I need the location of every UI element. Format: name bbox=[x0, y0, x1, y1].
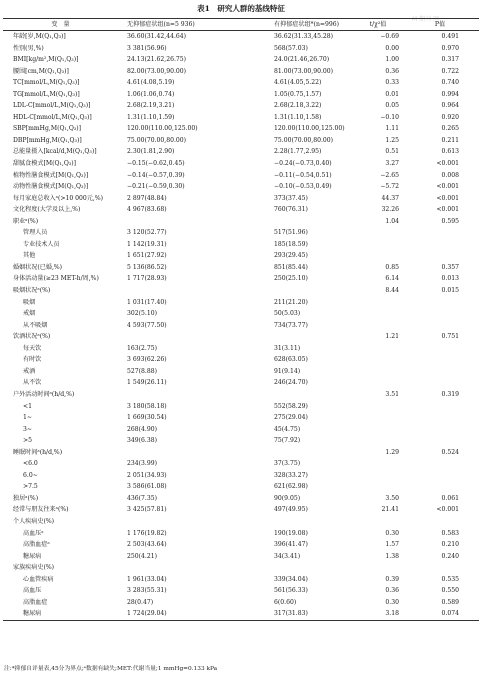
cell-no-depression: −0.21(−0.59,0.30) bbox=[127, 183, 185, 191]
cell-no-depression: 82.00(73.00,90.00) bbox=[127, 67, 187, 75]
cell-statistic: 1.11 bbox=[385, 125, 399, 133]
cell-no-depression: 1 961(33.04) bbox=[127, 575, 167, 583]
cell-no-depression: 1 176(19.82) bbox=[127, 529, 167, 537]
cell-statistic: 0.30 bbox=[385, 598, 399, 606]
cell-statistic: 1.00 bbox=[385, 56, 399, 64]
cell-depression: 211(21.20) bbox=[274, 298, 308, 306]
cell-depression: 317(31.83) bbox=[274, 610, 308, 618]
cell-depression: 568(57.03) bbox=[274, 44, 308, 52]
baseline-table bbox=[3, 18, 479, 621]
cell-depression: 45(4.75) bbox=[274, 425, 301, 433]
table-row bbox=[3, 158, 479, 170]
cell-no-depression: 120.00(110.00,125.00) bbox=[127, 125, 198, 133]
cell-depression: 1.31(1.10,1.58) bbox=[274, 113, 322, 121]
row-label: 饮酒状况ᵃ(%) bbox=[13, 333, 51, 341]
row-label: 身体活动量(≥23 MET-h/周,%) bbox=[13, 275, 99, 283]
table-row bbox=[3, 504, 479, 516]
cell-p-value: 0.240 bbox=[441, 552, 459, 560]
cell-p-value: 0.061 bbox=[441, 494, 459, 502]
cell-depression: 517(51.96) bbox=[274, 229, 308, 237]
cell-p-value: 0.357 bbox=[441, 263, 459, 271]
cell-depression: 185(18.59) bbox=[274, 240, 308, 248]
cell-no-depression: 2 503(43.64) bbox=[127, 541, 167, 549]
cell-p-value: <0.001 bbox=[436, 206, 459, 214]
row-label: 每天饮 bbox=[23, 344, 42, 352]
row-label: TG[mmol/L,M(Q₁,Q₃)] bbox=[13, 90, 80, 98]
cell-statistic: 1.21 bbox=[385, 333, 399, 341]
table-row bbox=[3, 262, 479, 274]
row-label: 从不吸烟 bbox=[23, 321, 48, 329]
cell-no-depression: 1 669(30.54) bbox=[127, 414, 167, 422]
table-row bbox=[3, 331, 479, 343]
cell-depression: 34(3.41) bbox=[274, 552, 301, 560]
cell-statistic: 6.14 bbox=[385, 275, 399, 283]
cell-p-value: 0.535 bbox=[441, 575, 459, 583]
row-label: 其他 bbox=[23, 252, 36, 260]
table-row bbox=[3, 412, 479, 424]
cell-depression: 328(33.27) bbox=[274, 471, 308, 479]
cell-statistic: 44.37 bbox=[381, 194, 399, 202]
cell-statistic: −5.72 bbox=[380, 183, 399, 191]
cell-no-depression: 75.00(70.00,80.00) bbox=[127, 136, 187, 144]
cell-depression: 6(0.60) bbox=[274, 598, 297, 606]
row-label: 文化程度(大学及以上,%) bbox=[13, 206, 81, 214]
table-row bbox=[3, 562, 479, 574]
cell-p-value: 0.722 bbox=[441, 67, 459, 75]
cell-p-value: <0.001 bbox=[436, 160, 459, 168]
table-row bbox=[3, 539, 479, 551]
cell-depression: 190(19.08) bbox=[274, 529, 308, 537]
table-row bbox=[3, 250, 479, 262]
cell-statistic: 3.27 bbox=[385, 160, 399, 168]
table-row bbox=[3, 273, 479, 285]
table-row bbox=[3, 31, 479, 43]
cell-no-depression: 1.06(1.06,0.74) bbox=[127, 90, 175, 98]
row-label: 糖尿病 bbox=[23, 610, 42, 618]
cell-depression: 24.0(21.46,26.70) bbox=[274, 56, 330, 64]
cell-no-depression: 4 967(83.68) bbox=[127, 206, 167, 214]
cell-depression: 628(63.05) bbox=[274, 356, 308, 364]
cell-statistic: 0.05 bbox=[385, 102, 399, 110]
row-label: 3~ bbox=[23, 425, 32, 433]
cell-p-value: 0.583 bbox=[441, 529, 459, 537]
row-label: HDL-C[mmol/L,M(Q₁,Q₃)] bbox=[13, 113, 92, 121]
cell-depression: 4.61(4.05,5.22) bbox=[274, 79, 322, 87]
cell-p-value: 0.920 bbox=[441, 113, 459, 121]
cell-no-depression: 234(3.99) bbox=[127, 460, 157, 468]
cell-p-value: 0.524 bbox=[441, 448, 459, 456]
cell-no-depression: 5 136(86.52) bbox=[127, 263, 167, 271]
cell-statistic: 0.00 bbox=[385, 44, 399, 52]
cell-no-depression: 3 381(56.96) bbox=[127, 44, 167, 52]
table-row bbox=[3, 308, 479, 320]
cell-depression: 621(62.98) bbox=[274, 483, 308, 491]
row-label: 总能量摄入[kcal/d,M(Q₁,Q₃)] bbox=[13, 148, 97, 156]
cell-depression: 120.00(110.00,125.00) bbox=[274, 125, 345, 133]
cell-depression: 851(85.44) bbox=[274, 263, 308, 271]
cell-statistic: 1.04 bbox=[385, 217, 399, 225]
cell-depression: 31(3.11) bbox=[274, 344, 301, 352]
table-row bbox=[3, 204, 479, 216]
row-label: 甜腻食模式[M(Q₁,Q₃)] bbox=[13, 160, 77, 168]
table-row bbox=[3, 401, 479, 413]
table-row bbox=[3, 389, 479, 401]
cell-no-depression: 4 593(77.50) bbox=[127, 321, 167, 329]
cell-statistic: 3.50 bbox=[385, 494, 399, 502]
table-row bbox=[3, 123, 479, 135]
cell-depression: 36.62(31.33,45.28) bbox=[274, 33, 334, 40]
cell-statistic: 8.44 bbox=[385, 287, 399, 295]
table-row bbox=[3, 481, 479, 493]
cell-p-value: <0.001 bbox=[436, 183, 459, 191]
table-row bbox=[3, 447, 479, 459]
cell-no-depression: 250(4.21) bbox=[127, 552, 157, 560]
row-label: >5 bbox=[23, 437, 32, 445]
row-label: 从不饮 bbox=[23, 379, 42, 387]
table-row bbox=[3, 377, 479, 389]
table-row bbox=[3, 528, 479, 540]
row-label: 高脂血症 bbox=[23, 598, 48, 606]
cell-statistic: 21.41 bbox=[381, 506, 399, 514]
cell-depression: 396(41.47) bbox=[274, 541, 308, 549]
header-depression: 有抑郁症状组*(n=996) bbox=[274, 21, 340, 28]
table-row bbox=[3, 297, 479, 309]
cell-depression: 2.28(1.77,2.95) bbox=[274, 148, 322, 156]
cell-no-depression: 1 717(28.93) bbox=[127, 275, 167, 283]
table-row bbox=[3, 170, 479, 182]
cell-depression: 50(5.03) bbox=[274, 310, 301, 318]
row-label: 糖尿病 bbox=[23, 552, 42, 560]
cell-no-depression: 1.31(1.10,1.59) bbox=[127, 113, 175, 121]
cell-statistic: 32.26 bbox=[381, 206, 399, 214]
cell-p-value: 0.613 bbox=[441, 148, 459, 156]
row-label: 心血管疾病 bbox=[23, 575, 54, 583]
row-label: 年龄[岁,M(Q₁,Q₃)] bbox=[13, 33, 66, 40]
table-row bbox=[3, 574, 479, 586]
cell-p-value: 0.994 bbox=[441, 90, 459, 98]
cell-p-value: <0.001 bbox=[436, 506, 459, 514]
cell-p-value: 0.015 bbox=[441, 287, 459, 295]
cell-p-value: 0.970 bbox=[441, 44, 459, 52]
table-header-row bbox=[3, 19, 479, 30]
cell-depression: 293(29.45) bbox=[274, 252, 308, 260]
cell-statistic: 0.01 bbox=[385, 90, 399, 98]
cell-depression: 246(24.70) bbox=[274, 379, 308, 387]
cell-p-value: 0.317 bbox=[441, 56, 459, 64]
table-caption: 表1 研究人群的基线特征 bbox=[197, 4, 285, 13]
cell-no-depression: 24.13(21.62,26.75) bbox=[127, 56, 187, 64]
cell-depression: −0.10(−0.53,0.49) bbox=[274, 183, 332, 191]
cell-depression: 90(9.05) bbox=[274, 494, 301, 502]
cell-depression: 339(34.04) bbox=[274, 575, 308, 583]
cell-depression: 734(73.77) bbox=[274, 321, 308, 329]
cell-statistic: 1.57 bbox=[385, 541, 399, 549]
cell-depression: 760(76.31) bbox=[274, 206, 308, 214]
cell-p-value: 0.265 bbox=[441, 125, 459, 133]
cell-no-depression: 268(4.90) bbox=[127, 425, 157, 433]
cell-depression: 75.00(70.00,80.00) bbox=[274, 136, 334, 144]
cell-depression: −0.24(−0.73,0.40) bbox=[274, 160, 332, 168]
row-label: 独居ᵃ(%) bbox=[13, 494, 39, 502]
table-row bbox=[3, 146, 479, 158]
cell-p-value: 0.589 bbox=[441, 598, 459, 606]
row-label: 家族疾病史(%) bbox=[13, 564, 55, 572]
row-label: BMI[kg/m²,M(Q₁,Q₃)] bbox=[13, 56, 79, 64]
cell-no-depression: 3 120(52.77) bbox=[127, 229, 167, 237]
header-no-depression: 无抑郁症状组(n=5 936) bbox=[127, 21, 195, 28]
table-row bbox=[3, 239, 479, 251]
cell-statistic: 0.36 bbox=[385, 587, 399, 595]
cell-no-depression: −0.14(−0.57,0.39) bbox=[127, 171, 185, 179]
row-label: 吸烟 bbox=[23, 298, 36, 306]
cell-p-value: 0.074 bbox=[441, 610, 459, 618]
cell-p-value: 0.319 bbox=[441, 390, 459, 398]
table-row bbox=[3, 100, 479, 112]
row-label: DBP[mmHg,M(Q₁,Q₃)] bbox=[13, 136, 82, 144]
row-label: 专业技术人员 bbox=[23, 240, 60, 248]
cell-p-value: 0.210 bbox=[441, 541, 459, 549]
cell-no-depression: 436(7.35) bbox=[127, 494, 157, 502]
table-row bbox=[3, 597, 479, 609]
watermark: M 期刊 网 bbox=[412, 16, 439, 23]
row-label: <1 bbox=[23, 402, 32, 410]
row-label: <6.0 bbox=[23, 460, 38, 468]
table-footnote: 注:*抑郁自评量表,45分为界点;ᵃ数据有缺失;MET:代谢当量;1 mmHg=0.133 kPa bbox=[4, 666, 218, 672]
cell-depression: 1.05(0.75,1.57) bbox=[274, 90, 322, 98]
cell-no-depression: 28(0.47) bbox=[127, 598, 154, 606]
row-label: 戒烟 bbox=[23, 310, 36, 318]
row-label: 吸烟状况ᵃ(%) bbox=[13, 287, 51, 295]
cell-depression: 91(9.14) bbox=[274, 367, 301, 375]
cell-p-value: 0.740 bbox=[441, 79, 459, 87]
row-label: 腰围[cm,M(Q₁,Q₃)] bbox=[13, 67, 69, 75]
header-variable: 变 量 bbox=[51, 21, 70, 28]
cell-no-depression: 1 142(19.31) bbox=[127, 240, 167, 248]
table-row bbox=[3, 608, 479, 620]
table-row bbox=[3, 320, 479, 332]
row-label: 动物性膳食模式[M(Q₁,Q₃)] bbox=[13, 183, 89, 191]
table-row bbox=[3, 285, 479, 297]
table-row bbox=[3, 43, 479, 55]
table-row bbox=[3, 585, 479, 597]
table-row bbox=[3, 181, 479, 193]
row-label: >7.5 bbox=[23, 483, 38, 491]
row-label: 性别(男,%) bbox=[13, 44, 44, 52]
cell-no-depression: 2.68(2.19,3.21) bbox=[127, 102, 175, 110]
table-row bbox=[3, 424, 479, 436]
table-row bbox=[3, 470, 479, 482]
row-label: 有时饮 bbox=[23, 356, 42, 364]
cell-statistic: −0.10 bbox=[380, 113, 399, 121]
cell-depression: 497(49.95) bbox=[274, 506, 308, 514]
table-row bbox=[3, 135, 479, 147]
row-label: LDL-C[mmol/L,M(Q₁,Q₃)] bbox=[13, 102, 91, 110]
table-row bbox=[3, 193, 479, 205]
cell-no-depression: 3 693(62.26) bbox=[127, 356, 167, 364]
table-row bbox=[3, 551, 479, 563]
row-label: 睡眠时间ᵃ(h/d,%) bbox=[13, 448, 63, 456]
cell-depression: 275(29.04) bbox=[274, 414, 308, 422]
cell-no-depression: 4.61(4.08,5.19) bbox=[127, 79, 175, 87]
cell-statistic: 1.29 bbox=[385, 448, 399, 456]
cell-p-value: 0.964 bbox=[441, 102, 459, 110]
table-row bbox=[3, 112, 479, 124]
cell-statistic: 0.39 bbox=[385, 575, 399, 583]
table-row bbox=[3, 227, 479, 239]
cell-statistic: 0.33 bbox=[385, 79, 399, 87]
cell-no-depression: 302(5.10) bbox=[127, 310, 157, 318]
cell-p-value: 0.751 bbox=[441, 333, 459, 341]
table-row bbox=[3, 77, 479, 89]
cell-no-depression: 1 549(26.11) bbox=[127, 379, 167, 387]
cell-no-depression: 3 180(58.18) bbox=[127, 402, 167, 410]
cell-p-value: 0.008 bbox=[441, 171, 459, 179]
cell-depression: 75(7.92) bbox=[274, 437, 301, 445]
row-label: SBP[mmHg,M(Q₁,Q₃)] bbox=[13, 125, 82, 133]
cell-statistic: −2.65 bbox=[380, 171, 399, 179]
cell-no-depression: 36.60(31.42,44.64) bbox=[127, 33, 187, 40]
cell-depression: 373(37.45) bbox=[274, 194, 308, 202]
cell-statistic: 0.85 bbox=[385, 263, 399, 271]
cell-no-depression: 2.30(1.81,2.90) bbox=[127, 148, 175, 156]
cell-statistic: 0.51 bbox=[385, 148, 399, 156]
table-row bbox=[3, 54, 479, 66]
table-row bbox=[3, 366, 479, 378]
cell-depression: 37(3.75) bbox=[274, 460, 301, 468]
cell-p-value: <0.001 bbox=[436, 194, 459, 202]
row-label: 经常与朋友往来ᵃ(%) bbox=[13, 506, 69, 514]
table-row bbox=[3, 435, 479, 447]
row-label: 职业ᵃ(%) bbox=[13, 217, 39, 225]
table-row bbox=[3, 458, 479, 470]
header-p-value: P值 bbox=[434, 21, 446, 28]
cell-depression: −0.11(−0.54,0.51) bbox=[274, 171, 332, 179]
cell-p-value: 0.550 bbox=[441, 587, 459, 595]
cell-statistic: 0.36 bbox=[385, 67, 399, 75]
cell-no-depression: 2 051(34.93) bbox=[127, 471, 167, 479]
table-row bbox=[3, 516, 479, 528]
row-label: 高血压 bbox=[23, 587, 42, 595]
row-label: 管理人员 bbox=[23, 229, 48, 237]
row-label: 婚姻状况(已婚,%) bbox=[13, 263, 63, 271]
cell-no-depression: 3 283(55.31) bbox=[127, 587, 167, 595]
cell-statistic: 3.18 bbox=[385, 610, 399, 618]
cell-no-depression: 1 031(17.40) bbox=[127, 298, 167, 306]
table-body bbox=[3, 31, 479, 620]
cell-no-depression: 3 586(61.08) bbox=[127, 483, 167, 491]
row-label: 植物性膳食模式[M(Q₁,Q₃)] bbox=[13, 171, 89, 179]
table-row bbox=[3, 354, 479, 366]
table-row bbox=[3, 216, 479, 228]
cell-p-value: 0.595 bbox=[441, 217, 459, 225]
row-label: 6.0~ bbox=[23, 471, 38, 479]
cell-no-depression: 3 425(57.81) bbox=[127, 506, 167, 514]
cell-no-depression: 1 651(27.92) bbox=[127, 252, 167, 260]
cell-depression: 561(56.33) bbox=[274, 587, 308, 595]
cell-no-depression: −0.15(−0.62,0.45) bbox=[127, 160, 185, 168]
cell-statistic: −0.69 bbox=[380, 33, 399, 40]
bottom-rule bbox=[3, 620, 479, 621]
cell-no-depression: 349(6.38) bbox=[127, 437, 157, 445]
cell-statistic: 1.25 bbox=[385, 136, 399, 144]
table-row bbox=[3, 66, 479, 78]
cell-statistic: 3.51 bbox=[385, 390, 399, 398]
table-row bbox=[3, 343, 479, 355]
table-row bbox=[3, 89, 479, 101]
cell-statistic: 1.38 bbox=[385, 552, 399, 560]
cell-depression: 250(25.10) bbox=[274, 275, 308, 283]
cell-no-depression: 527(8.88) bbox=[127, 367, 157, 375]
row-label: TC[mmol/L,M(Q₁,Q₃)] bbox=[13, 79, 80, 87]
cell-p-value: 0.211 bbox=[441, 136, 459, 144]
cell-no-depression: 1 724(29.04) bbox=[127, 610, 167, 618]
cell-no-depression: 163(2.75) bbox=[127, 344, 157, 352]
row-label: 高血压ᵃ bbox=[23, 529, 44, 537]
cell-statistic: 0.30 bbox=[385, 529, 399, 537]
cell-p-value: 0.013 bbox=[441, 275, 459, 283]
cell-depression: 81.00(73.00,90.00) bbox=[274, 67, 334, 75]
row-label: 个人疾病史(%) bbox=[13, 517, 55, 525]
row-label: 高脂血症ᵃ bbox=[23, 541, 50, 549]
row-label: 戒酒 bbox=[23, 367, 36, 375]
row-label: 1~ bbox=[23, 414, 32, 422]
cell-no-depression: 2 897(48.84) bbox=[127, 194, 167, 202]
table-row bbox=[3, 493, 479, 505]
header-statistic: t/χ²值 bbox=[369, 21, 387, 28]
cell-p-value: 0.491 bbox=[441, 33, 459, 40]
cell-depression: 552(58.29) bbox=[274, 402, 308, 410]
row-label: 每月家庭总收入ᵃ(>10 000元,%) bbox=[13, 194, 104, 202]
row-label: 户外活动时间ᵃ(h/d,%) bbox=[13, 390, 75, 398]
cell-depression: 2.68(2.18,3.22) bbox=[274, 102, 322, 110]
